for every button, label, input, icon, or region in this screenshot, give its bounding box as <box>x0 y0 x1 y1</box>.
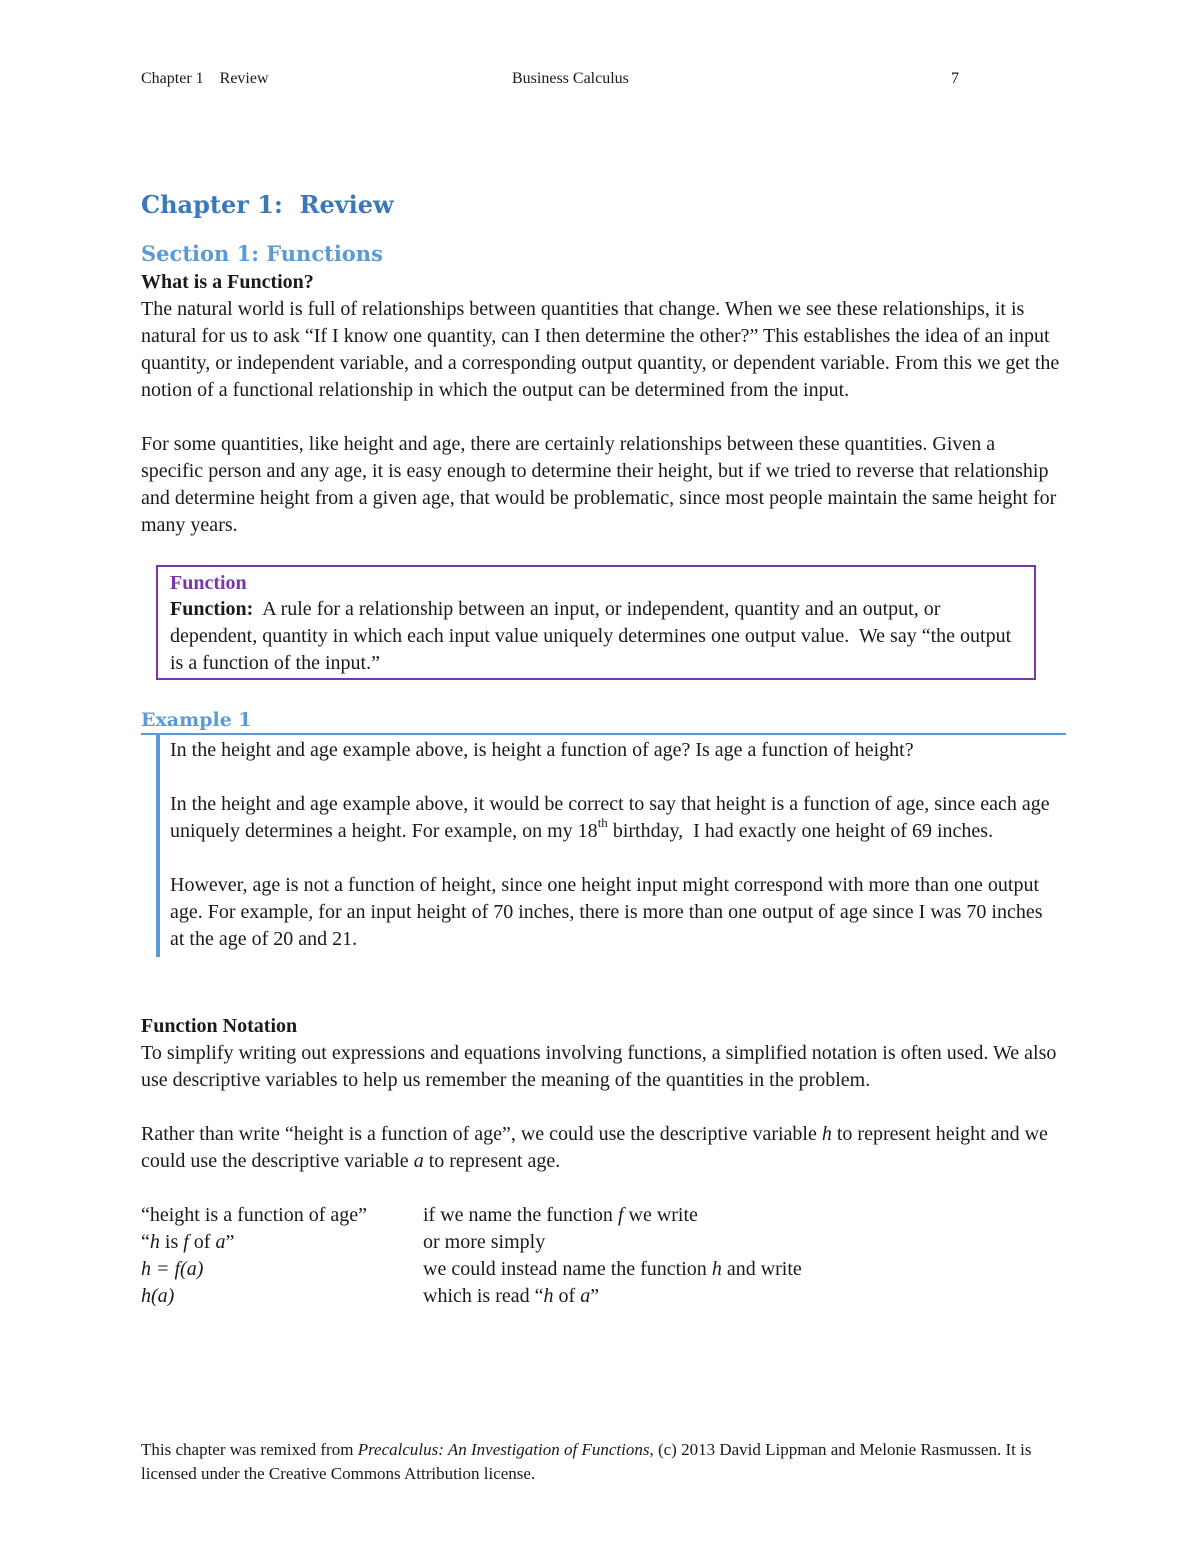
quote-open: “ <box>141 1231 150 1253</box>
answer1-text: In the height and age example above, it would be correct to say that height is a function of age, since each age uniquely determines a height. For example, on my 18 <box>170 793 1050 842</box>
chapter-title: Chapter 1: Review <box>141 190 394 219</box>
section-title: Section 1: Functions <box>141 241 383 266</box>
notation-right <box>423 1283 802 1310</box>
header-book-title: Business Calculus <box>512 70 629 87</box>
header-chapter: Chapter 1 Review <box>141 70 269 87</box>
answer1-text-end: birthday, I had exactly one height of 69 inches. <box>607 820 994 842</box>
row3-right-text: we could instead name the function <box>423 1258 712 1280</box>
source-book-title: Precalculus: An Investigation of Functions <box>357 1440 650 1459</box>
notation-left <box>141 1283 423 1310</box>
word-of: of <box>188 1231 216 1253</box>
notation-left <box>141 1256 423 1283</box>
word-is: is <box>159 1231 184 1253</box>
p2-text-c: to represent age. <box>423 1150 561 1172</box>
example-question: In the height and age example above, is height a function of age? Is age a function of height? <box>170 739 914 761</box>
p2-text-a: Rather than write “height is a function of age”, we could use the descriptive variable <box>141 1123 822 1145</box>
var-a: a <box>215 1231 226 1253</box>
var-h: h <box>821 1123 832 1145</box>
notation-right <box>423 1202 802 1229</box>
example-title: Example 1 <box>141 709 252 731</box>
var-h: h <box>543 1285 554 1307</box>
notation-paragraph-2 <box>141 1121 1061 1175</box>
row3-right-text-end: and write <box>721 1258 802 1280</box>
footer-text: This chapter was remixed from <box>141 1440 358 1459</box>
notation-row <box>141 1229 802 1256</box>
formula-h-equals-f-of-a: h = f(a) <box>141 1258 204 1280</box>
notation-right: or more simply <box>423 1231 546 1253</box>
example-body <box>156 735 1061 957</box>
quote-close: ” <box>225 1231 235 1253</box>
notation-row <box>141 1283 802 1310</box>
p2-text-b: to represent height and we could use the descriptive variable <box>141 1123 1048 1172</box>
var-h: h <box>149 1231 160 1253</box>
notation-row <box>141 1202 802 1229</box>
definition-title: Function <box>170 572 247 594</box>
var-f: f <box>183 1231 189 1253</box>
intro-paragraph: The natural world is full of relationships between quantities that change. When we see these relationships, it is natural for us to ask “If I know one quantity, can I then determine the other?” This establishes the idea of an input quantity, or independent variable, and a corresponding output quantity, or dependent variable. From this we get the notion of a functional relationship in which the output can be determined from the input. <box>141 298 1060 401</box>
example-answer-1 <box>170 791 1061 845</box>
notation-right <box>423 1256 802 1283</box>
row1-right-text: if we name the function <box>423 1204 618 1226</box>
notation-left <box>141 1229 423 1256</box>
ordinal-suffix: th <box>597 815 608 831</box>
page-content <box>141 188 1061 1310</box>
formula-h-of-a: h(a) <box>141 1285 175 1307</box>
example-answer-2: However, age is not a function of height, since one height input might correspond with more than one output age. For example, for an input height of 70 inches, there is more than one output of age since I was 70 inches at the age of 20 and 21. <box>170 874 1043 950</box>
word-of: of <box>553 1285 581 1307</box>
page-header <box>141 70 961 94</box>
row4-right-text: which is read “ <box>423 1285 544 1307</box>
notation-paragraph-1: To simplify writing out expressions and equations involving functions, a simplified notation is often used. We also use descriptive variables to help us remember the meaning of the quantities in the problem. <box>141 1042 1057 1091</box>
notation-left: “height is a function of age” <box>141 1204 368 1226</box>
definition-body: A rule for a relationship between an input, or independent, quantity and an output, or dependent, quantity in which each input value uniquely determines one output value. We say “the output is a function of the input.” <box>170 598 1017 674</box>
var-a: a <box>580 1285 591 1307</box>
quote-close: ” <box>590 1285 600 1307</box>
row1-right-text-end: we write <box>623 1204 698 1226</box>
var-h: h <box>711 1258 722 1280</box>
var-f: f <box>617 1204 624 1226</box>
function-definition-box <box>156 565 1036 680</box>
footer-license-text: , (c) 2013 David Lippman and Melonie Rasmussen. It is licensed under the Creative Commons Attribution license. <box>141 1440 1032 1483</box>
notation-row <box>141 1256 802 1283</box>
definition-term: Function: <box>170 598 254 620</box>
notation-table <box>141 1202 802 1310</box>
var-a: a <box>413 1150 424 1172</box>
definition-text <box>170 596 1022 677</box>
page-number: 7 <box>951 70 959 87</box>
function-notation-heading: Function Notation <box>141 1015 298 1037</box>
height-age-paragraph: For some quantities, like height and age, there are certainly relationships between these quantities. Given a specific person and any age, it is easy enough to determine their height, but if we tried to reverse that relationship and determine height from a given age, that would be problematic, since most people maintain the same height for many years. <box>141 433 1057 536</box>
attribution-footer <box>141 1438 1061 1486</box>
what-is-function-heading: What is a Function? <box>141 271 314 293</box>
